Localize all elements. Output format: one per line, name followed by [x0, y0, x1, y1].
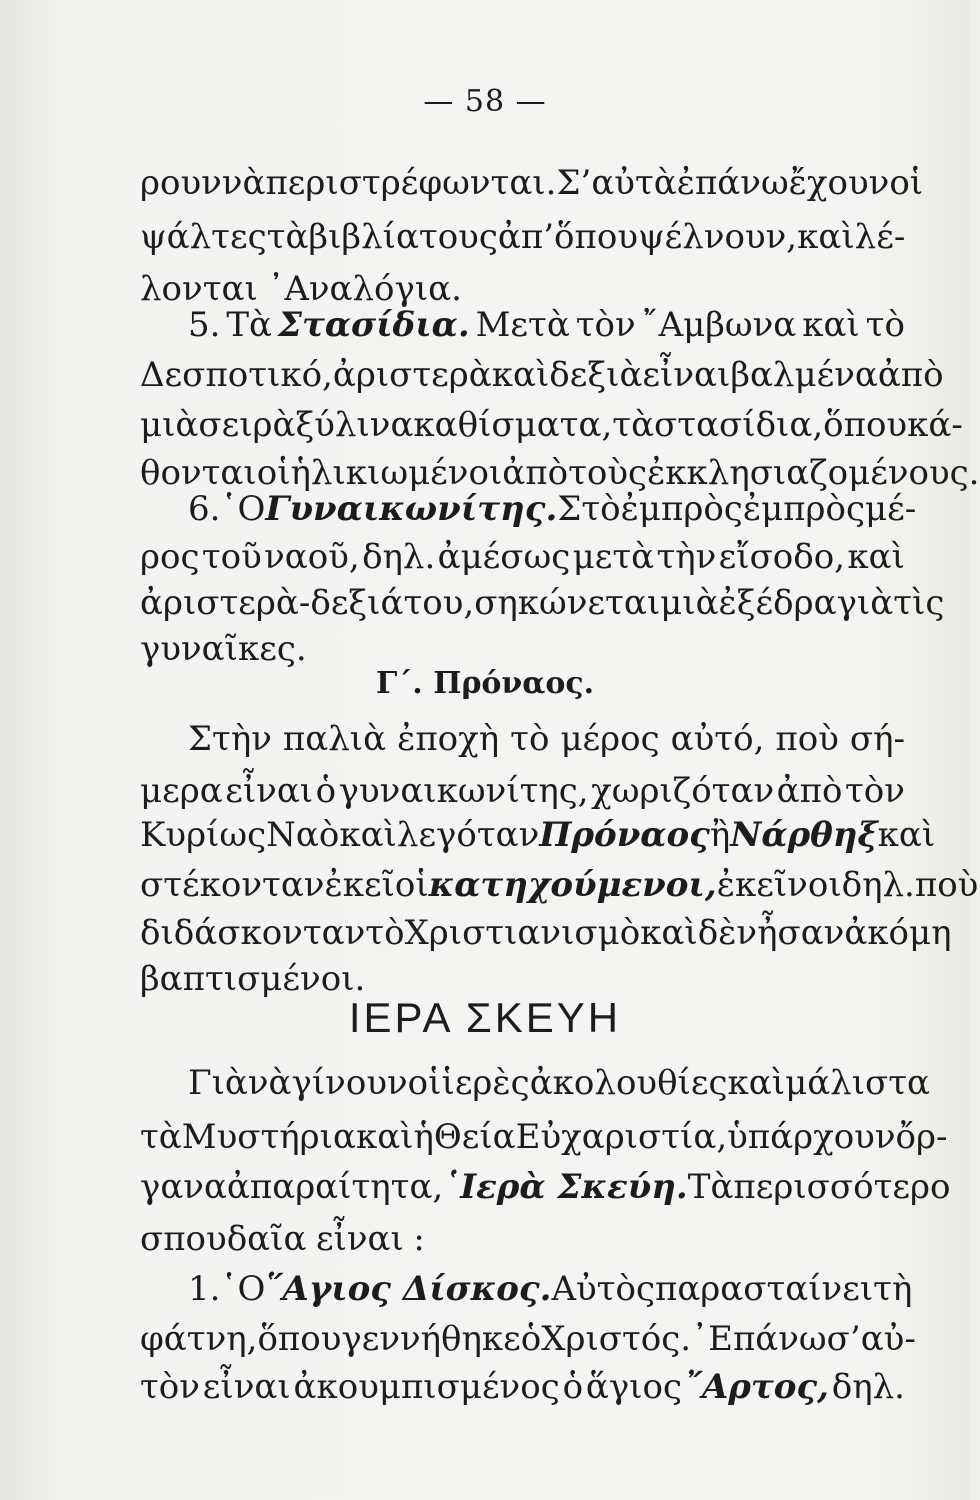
text-line — [140, 858, 979, 912]
word: νὰ — [221, 163, 266, 203]
word: καὶ — [797, 217, 855, 257]
word: κά- — [907, 405, 963, 445]
word: Κυρίως — [140, 815, 267, 855]
word: μερα — [140, 771, 223, 811]
word: στέκονταν — [140, 865, 325, 905]
word: ξύλινα — [295, 405, 414, 445]
text-line — [188, 298, 905, 352]
word: ἀμέσως — [437, 537, 571, 577]
word: καὶ — [877, 815, 936, 855]
word: 5. — [188, 305, 221, 345]
word: δὲν — [697, 913, 758, 953]
word: δηλ. — [831, 1367, 905, 1407]
word: : — [413, 1219, 425, 1259]
word: οἱ — [889, 163, 924, 203]
word: περισσότερο — [733, 1167, 951, 1207]
word: Ναὸ — [266, 815, 340, 855]
word: σπουδαῖα — [140, 1219, 307, 1259]
word: εἴσοδο, — [718, 537, 846, 577]
word: ἡ — [413, 1117, 434, 1157]
word: Δεσποτικό, — [140, 355, 333, 395]
word: Τὰ — [226, 305, 273, 345]
word: τους — [418, 217, 498, 257]
word: μάλιστα — [785, 1063, 931, 1103]
word: ἐξέδρα — [718, 583, 837, 623]
term-narthex: Νάρθηξ — [730, 815, 878, 855]
word: καὶ — [355, 1117, 414, 1157]
text-line — [188, 1262, 913, 1316]
word: ἐμπρὸς — [742, 489, 866, 529]
word: ἅγιος — [585, 1367, 683, 1407]
word: γυναῖκες. — [140, 629, 307, 669]
word: σηκώνεται — [474, 583, 661, 623]
word: ἐπάνω — [676, 163, 789, 203]
text-line — [140, 808, 936, 862]
word: Τὰ — [687, 1167, 734, 1207]
word: δηλ. — [841, 865, 915, 905]
word: ᾿Επάνω — [691, 1319, 827, 1359]
word: τὶς — [893, 583, 945, 623]
word: Εὐχαριστία, — [515, 1117, 728, 1157]
word: ᾿Αναλόγια. — [267, 269, 462, 309]
word: ὅπου — [257, 1319, 342, 1359]
word: ἡλικιωμένοι — [290, 453, 503, 493]
word: ὁ — [520, 1319, 542, 1359]
word: μέρος — [560, 719, 660, 759]
word: ὁ — [562, 1367, 584, 1407]
word: εἶναι — [642, 355, 731, 395]
word: νὰ — [247, 1063, 292, 1103]
word: εἶναι — [315, 1219, 404, 1259]
word: ἀπὸ — [776, 771, 843, 811]
word: γανα — [140, 1167, 227, 1207]
word: τοῦ — [201, 537, 262, 577]
word: καὶ — [339, 815, 397, 855]
word: φάτνη, — [140, 1319, 258, 1359]
chapter-title: ΙΕΡΑ ΣΚΕΥΗ — [348, 994, 622, 1041]
word: γεννήθηκε — [341, 1319, 521, 1359]
term-iera-skevi: ῾Ιερὰ Σκεύη. — [443, 1167, 688, 1207]
word: του, — [403, 583, 475, 623]
word: ἢ — [709, 815, 731, 855]
word: ρουν — [140, 163, 222, 203]
word: 1. — [188, 1269, 221, 1309]
word: ἀριστερὰ — [332, 355, 492, 395]
word: οἱ — [394, 865, 429, 905]
section-heading-pronaos: Γ΄. Πρόναος. — [375, 666, 595, 701]
word: ἐμπρὸς — [620, 489, 743, 529]
word: σειρὰ — [198, 405, 296, 445]
word: αὐτό, — [670, 719, 765, 759]
word: ἀπὸ — [502, 453, 569, 493]
term-gynaikonitis: Γυναικωνίτης. — [265, 489, 558, 529]
word: ἀριστερὰ-δεξιά — [140, 583, 404, 623]
word: τὰ — [140, 1117, 182, 1157]
word: ἱερὲς — [441, 1063, 530, 1103]
word: θονται — [140, 453, 257, 493]
word: Σ’ — [556, 163, 592, 203]
word: διδάσκονταν — [140, 913, 366, 953]
term-artos: ῎Αρτος, — [684, 1367, 829, 1407]
word: ἀκουμπισμένος — [293, 1367, 560, 1407]
word: τὸν — [844, 771, 905, 811]
text-line — [188, 482, 917, 536]
word: Στὸ — [557, 489, 621, 529]
word: ῾Ο — [220, 1269, 266, 1309]
word: δηλ. — [362, 537, 436, 577]
word: ποὺ — [914, 865, 979, 905]
word: βαπτισμένοι. — [140, 959, 366, 999]
word: τὸν — [575, 305, 636, 345]
word: παρασταίνει — [654, 1269, 874, 1309]
word: Θεία — [433, 1117, 516, 1157]
word: ἐκεῖνοι — [716, 865, 842, 905]
word: ἀκολουθίες — [529, 1063, 728, 1103]
text-line — [140, 398, 963, 452]
word: τὴν — [656, 537, 717, 577]
word: τὸ — [510, 719, 550, 759]
word: ὅπου — [554, 217, 638, 257]
word: ἀκόμη — [844, 913, 952, 953]
word: Χριστιανισμὸ — [404, 913, 641, 953]
word: περιστρέφωνται. — [265, 163, 557, 203]
word: σή- — [849, 719, 905, 759]
word: χωριζόταν — [591, 771, 775, 811]
word: μιὰ — [660, 583, 719, 623]
word: ἐκεῖ — [324, 865, 395, 905]
word: ἀπὸ — [877, 355, 944, 395]
word: Χριστός. — [541, 1319, 692, 1359]
text-line — [188, 712, 905, 766]
text-line — [140, 1110, 948, 1164]
word: ἦσαν — [757, 913, 845, 953]
word: καθίσματα, — [413, 405, 613, 445]
word: τὰ — [612, 405, 655, 445]
word: ὅπου — [823, 405, 908, 445]
word: τὴ — [873, 1269, 913, 1309]
text-line — [140, 1212, 905, 1266]
term-pronaos: Πρόναος — [539, 815, 710, 855]
word: γιὰ — [836, 583, 894, 623]
text-line — [140, 156, 924, 210]
term-katichoumenoi: κατηχούμενοι, — [428, 865, 717, 905]
word: Μετὰ — [475, 305, 570, 345]
word: τὰ — [266, 217, 309, 257]
word: τὸν — [140, 1367, 200, 1407]
word: ποὺ — [775, 719, 839, 759]
word: ἀπ’ — [497, 217, 555, 257]
word: ὁ — [315, 771, 337, 811]
text-line — [140, 210, 905, 264]
word: λονται — [140, 269, 258, 309]
word: σ’ — [826, 1319, 861, 1359]
word: οἱ — [407, 1063, 442, 1103]
text-line — [140, 1312, 916, 1366]
word: Στὴν — [188, 719, 272, 759]
word: ῎Αμβωνα — [641, 305, 797, 345]
word: ἐποχὴ — [397, 719, 500, 759]
word: αὐ- — [860, 1319, 916, 1359]
word: παλιὰ — [282, 719, 387, 759]
word: ρος — [140, 537, 200, 577]
word: Μυστήρια — [181, 1117, 356, 1157]
word: εἶναι — [225, 771, 314, 811]
word: καὶ — [727, 1063, 786, 1103]
word: στασίδια, — [654, 405, 824, 445]
word: ὄρ- — [895, 1117, 948, 1157]
word: μέ- — [865, 489, 917, 529]
word: 6. — [188, 489, 221, 529]
word: ἀπαραίτητα, — [226, 1167, 444, 1207]
page-number: — 58 — — [423, 84, 547, 119]
word: τοὺς — [568, 453, 648, 493]
word: ἐκκλησιαζομένους. — [647, 453, 980, 493]
word: καὶ — [491, 355, 550, 395]
word: ὑπάρχουν — [727, 1117, 896, 1157]
word: μετὰ — [572, 537, 655, 577]
word: καὶ — [802, 305, 860, 345]
word: Γιὰ — [188, 1063, 248, 1103]
word: γυναικωνίτης, — [338, 771, 589, 811]
word: βαλμένα — [730, 355, 878, 395]
word: λεγόταν — [396, 815, 540, 855]
word: καὶ — [640, 913, 698, 953]
text-line — [188, 1056, 931, 1110]
word: οἱ — [256, 453, 291, 493]
word: αὐτὰ — [591, 163, 677, 203]
word: Αὐτὸς — [551, 1269, 655, 1309]
term-stasidia: Στασίδια. — [277, 305, 470, 345]
word: ἔχουν — [788, 163, 890, 203]
word: ψέλνουν, — [638, 217, 798, 257]
word: ψάλτες — [140, 217, 267, 257]
word: εἶναι — [202, 1367, 291, 1407]
text-line — [140, 1360, 905, 1414]
word: καὶ — [847, 537, 905, 577]
word: μιὰ — [140, 405, 199, 445]
word: λέ- — [854, 217, 906, 257]
word: βιβλία — [308, 217, 419, 257]
word: ῾Ο — [220, 489, 266, 529]
word: ναοῦ, — [264, 537, 360, 577]
word: δεξιὰ — [549, 355, 643, 395]
word: γίνουν — [291, 1063, 408, 1103]
term-agios-diskos: ῞Αγιος Δίσκος. — [265, 1269, 552, 1309]
word: τὸ — [365, 913, 405, 953]
word: τὸ — [865, 305, 905, 345]
text-line — [140, 348, 944, 402]
text-line — [140, 1160, 951, 1214]
